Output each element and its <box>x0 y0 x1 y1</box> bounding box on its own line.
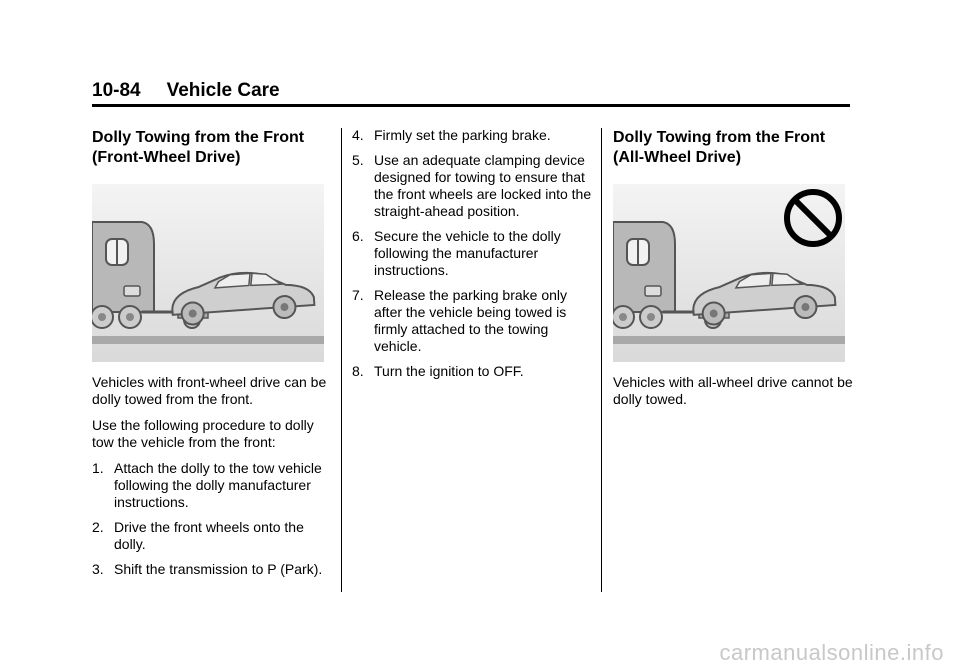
step-text: Secure the vehicle to the dolly following the manufacturer instructions. <box>374 228 561 278</box>
step-number: 2. <box>92 519 104 535</box>
column-divider <box>341 128 342 592</box>
list-item <box>352 152 592 220</box>
step-text: Shift the transmission to P (Park). <box>114 561 323 577</box>
step-number: 4. <box>352 127 364 143</box>
step-text: Drive the front wheels onto the dolly. <box>114 519 304 552</box>
list-item <box>352 287 592 355</box>
page-header <box>92 80 850 107</box>
dolly-towing-awd-illustration <box>613 184 845 362</box>
step-text: Attach the dolly to the tow vehicle following the dolly manufacturer instructions. <box>114 460 322 510</box>
column-2 <box>352 127 592 388</box>
step-text: Use an adequate clamping device designed for towing to ensure that the front wheels are locked into the straight-ahead position. <box>374 152 592 219</box>
list-item <box>352 363 592 380</box>
column-3 <box>613 128 853 408</box>
step-number: 3. <box>92 561 104 577</box>
list-item <box>92 519 332 553</box>
section-heading-awd <box>613 128 853 168</box>
column-1 <box>92 128 332 586</box>
step-number: 7. <box>352 287 364 303</box>
step-number: 1. <box>92 460 104 476</box>
list-item <box>352 127 592 144</box>
page-number: 10-84 <box>92 80 141 101</box>
body-text: Use the following procedure to dolly tow the vehicle from the front: <box>92 417 314 450</box>
column-divider <box>601 128 602 592</box>
body-text: Vehicles with front-wheel drive can be dolly towed from the front. <box>92 374 327 407</box>
body-text: Vehicles with all-wheel drive cannot be dolly towed. <box>613 374 853 407</box>
list-item <box>92 460 332 511</box>
step-number: 8. <box>352 363 364 379</box>
procedure-steps <box>92 460 332 578</box>
step-text: Firmly set the parking brake. <box>374 127 551 143</box>
section-heading-fwd <box>92 128 332 168</box>
section-title: Vehicle Care <box>166 80 280 101</box>
watermark: carmanualsonline.info <box>719 640 944 665</box>
dolly-towing-fwd-illustration <box>92 184 324 362</box>
list-item <box>92 561 332 578</box>
heading-line-1: Dolly Towing from the Front <box>92 129 305 146</box>
heading-line-2: (Front-Wheel Drive) <box>92 149 241 166</box>
heading-line-2: (All-Wheel Drive) <box>613 149 742 166</box>
step-number: 5. <box>352 152 364 168</box>
step-text: Turn the ignition to OFF. <box>374 363 524 379</box>
step-text: Release the parking brake only after the vehicle being towed is firmly attached to the towing vehicle. <box>374 287 568 354</box>
heading-line-1: Dolly Towing from the Front <box>613 129 826 146</box>
step-number: 6. <box>352 228 364 244</box>
list-item <box>352 228 592 279</box>
procedure-steps <box>352 127 592 380</box>
